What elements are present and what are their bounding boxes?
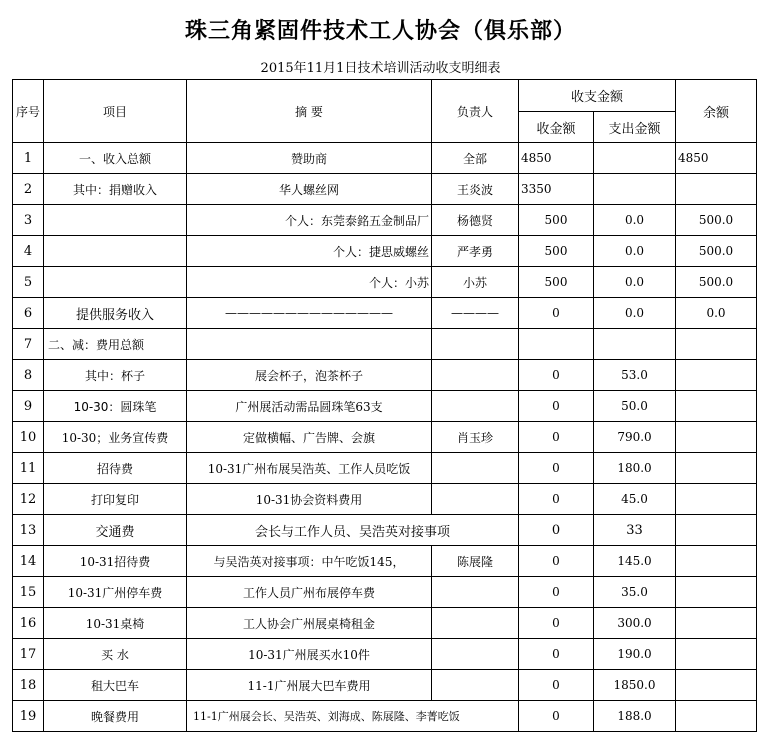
row-expense: 188.0 [594, 701, 676, 732]
row-person: 陈展隆 [432, 546, 519, 577]
table-row [13, 484, 757, 515]
row-person [432, 608, 519, 639]
header-balance: 余额 [676, 80, 757, 143]
row-seq: 12 [13, 484, 44, 515]
row-item: 其中：捐赠收入 [44, 174, 187, 205]
row-summary: 10-31协会资料费用 [187, 484, 432, 515]
row-expense: 50.0 [594, 391, 676, 422]
row-item: 10-30：圆珠笔 [44, 391, 187, 422]
table-row [13, 205, 757, 236]
row-balance [676, 391, 757, 422]
row-income: 500 [519, 236, 594, 267]
row-summary: 与吴浩英对接事项：中午吃饭145， [187, 546, 432, 577]
row-person [432, 670, 519, 701]
row-expense [594, 329, 676, 360]
row-person [432, 453, 519, 484]
row-summary: 华人螺丝网 [187, 174, 432, 205]
row-seq: 9 [13, 391, 44, 422]
row-balance [676, 484, 757, 515]
row-item: 招待费 [44, 453, 187, 484]
row-seq: 3 [13, 205, 44, 236]
row-person: ———— [432, 298, 519, 329]
ledger-table [12, 79, 757, 732]
table-row [13, 174, 757, 205]
table-row [13, 453, 757, 484]
row-person [432, 391, 519, 422]
row-person [432, 639, 519, 670]
row-balance [676, 515, 757, 546]
row-income: 0 [519, 670, 594, 701]
row-summary: 个人：小苏 [187, 267, 432, 298]
row-seq: 2 [13, 174, 44, 205]
row-seq: 17 [13, 639, 44, 670]
row-summary: 个人：东莞泰銘五金制品厂 [187, 205, 432, 236]
row-summary: 定做横幅、广告牌、会旗 [187, 422, 432, 453]
row-balance [676, 701, 757, 732]
table-row [13, 267, 757, 298]
row-expense: 1850.0 [594, 670, 676, 701]
row-expense: 145.0 [594, 546, 676, 577]
row-seq: 5 [13, 267, 44, 298]
header-summary: 摘 要 [187, 80, 432, 143]
row-summary [187, 329, 432, 360]
header-income: 收金额 [519, 112, 594, 143]
row-summary: 展会杯子，泡茶杯子 [187, 360, 432, 391]
row-expense: 0.0 [594, 298, 676, 329]
row-person [432, 577, 519, 608]
row-expense: 0.0 [594, 267, 676, 298]
row-balance [676, 546, 757, 577]
row-summary: 工作人员广州布展停车费 [187, 577, 432, 608]
row-seq: 4 [13, 236, 44, 267]
row-balance [676, 360, 757, 391]
row-summary: 会长与工作人员、吴浩英对接事项 [187, 515, 519, 546]
row-item: 一、收入总额 [44, 143, 187, 174]
row-income: 0 [519, 484, 594, 515]
table-row [13, 329, 757, 360]
row-item: 晚餐费用 [44, 701, 187, 732]
row-summary: 赞助商 [187, 143, 432, 174]
row-person: 杨德贤 [432, 205, 519, 236]
row-income: 0 [519, 453, 594, 484]
row-income: 0 [519, 577, 594, 608]
row-summary: 工人协会广州展桌椅租金 [187, 608, 432, 639]
row-balance [676, 639, 757, 670]
document-title: 珠三角紧固件技术工人协会（俱乐部） [184, 19, 576, 44]
row-item: 交通费 [44, 515, 187, 546]
table-row [13, 391, 757, 422]
row-person [432, 484, 519, 515]
table-row [13, 360, 757, 391]
row-balance: 500.0 [676, 236, 757, 267]
table-row [13, 670, 757, 701]
row-balance [676, 670, 757, 701]
row-item: 二、减：费用总额 [44, 329, 187, 360]
row-balance [676, 329, 757, 360]
row-person: 严孝勇 [432, 236, 519, 267]
row-item: 打印复印 [44, 484, 187, 515]
row-person: 王炎波 [432, 174, 519, 205]
row-item: 买 水 [44, 639, 187, 670]
row-seq: 1 [13, 143, 44, 174]
row-expense: 45.0 [594, 484, 676, 515]
row-expense: 790.0 [594, 422, 676, 453]
row-item: 10-31广州停车费 [44, 577, 187, 608]
header-expense: 支出金额 [594, 112, 676, 143]
row-summary: 11-1广州展大巴车费用 [187, 670, 432, 701]
table-row [13, 236, 757, 267]
table-row [13, 298, 757, 329]
row-income: 0 [519, 639, 594, 670]
row-income: 0 [519, 298, 594, 329]
row-expense [594, 143, 676, 174]
row-item [44, 205, 187, 236]
row-summary: 10-31广州布展吴浩英、工作人员吃饭 [187, 453, 432, 484]
row-balance [676, 174, 757, 205]
row-item: 10-31桌椅 [44, 608, 187, 639]
row-person [432, 360, 519, 391]
header-person: 负责人 [432, 80, 519, 143]
row-person: 小苏 [432, 267, 519, 298]
row-expense: 33 [594, 515, 676, 546]
row-expense: 0.0 [594, 205, 676, 236]
row-summary: 10-31广州展买水10件 [187, 639, 432, 670]
row-expense: 180.0 [594, 453, 676, 484]
row-item: 租大巴车 [44, 670, 187, 701]
row-person: 全部 [432, 143, 519, 174]
row-summary: 11-1广州展会长、吴浩英、刘海成、陈展隆、李菁吃饭 [187, 701, 519, 732]
row-balance [676, 608, 757, 639]
row-balance: 500.0 [676, 205, 757, 236]
row-expense: 35.0 [594, 577, 676, 608]
row-expense [594, 174, 676, 205]
row-item [44, 236, 187, 267]
row-income: 0 [519, 515, 594, 546]
row-summary: —————————————— [187, 298, 432, 329]
row-item: 10-30；业务宣传费 [44, 422, 187, 453]
row-item [44, 267, 187, 298]
row-balance: 4850 [676, 143, 757, 174]
header-item: 项目 [44, 80, 187, 143]
row-income: 0 [519, 360, 594, 391]
row-balance [676, 422, 757, 453]
row-balance [676, 453, 757, 484]
header-amount-group: 收支金额 [519, 80, 676, 112]
row-seq: 10 [13, 422, 44, 453]
row-balance: 0.0 [676, 298, 757, 329]
row-seq: 15 [13, 577, 44, 608]
row-item: 其中：杯子 [44, 360, 187, 391]
row-seq: 18 [13, 670, 44, 701]
row-seq: 16 [13, 608, 44, 639]
row-seq: 14 [13, 546, 44, 577]
table-row [13, 639, 757, 670]
row-person [432, 329, 519, 360]
row-income: 0 [519, 701, 594, 732]
row-income: 3350 [519, 174, 594, 205]
row-seq: 19 [13, 701, 44, 732]
row-expense: 0.0 [594, 236, 676, 267]
row-balance: 500.0 [676, 267, 757, 298]
row-balance [676, 577, 757, 608]
row-income: 0 [519, 391, 594, 422]
table-row [13, 422, 757, 453]
row-income [519, 329, 594, 360]
header-seq: 序号 [13, 80, 44, 143]
row-item: 提供服务收入 [44, 298, 187, 329]
row-income: 0 [519, 422, 594, 453]
row-person: 肖玉珍 [432, 422, 519, 453]
row-income: 4850 [519, 143, 594, 174]
table-row [13, 701, 757, 732]
row-seq: 11 [13, 453, 44, 484]
table-row [13, 577, 757, 608]
row-seq: 8 [13, 360, 44, 391]
row-summary: 个人：捷思威螺丝 [187, 236, 432, 267]
row-income: 0 [519, 546, 594, 577]
row-seq: 6 [13, 298, 44, 329]
row-income: 500 [519, 205, 594, 236]
row-summary: 广州展活动需品圆珠笔63支 [187, 391, 432, 422]
table-row [13, 515, 757, 546]
row-income: 500 [519, 267, 594, 298]
document-subtitle: 2015年11月1日技术培训活动收支明细表 [260, 61, 501, 76]
row-expense: 300.0 [594, 608, 676, 639]
row-expense: 190.0 [594, 639, 676, 670]
row-expense: 53.0 [594, 360, 676, 391]
row-item: 10-31招待费 [44, 546, 187, 577]
row-income: 0 [519, 608, 594, 639]
row-seq: 13 [13, 515, 44, 546]
table-row [13, 546, 757, 577]
table-row [13, 143, 757, 174]
table-row [13, 608, 757, 639]
row-seq: 7 [13, 329, 44, 360]
